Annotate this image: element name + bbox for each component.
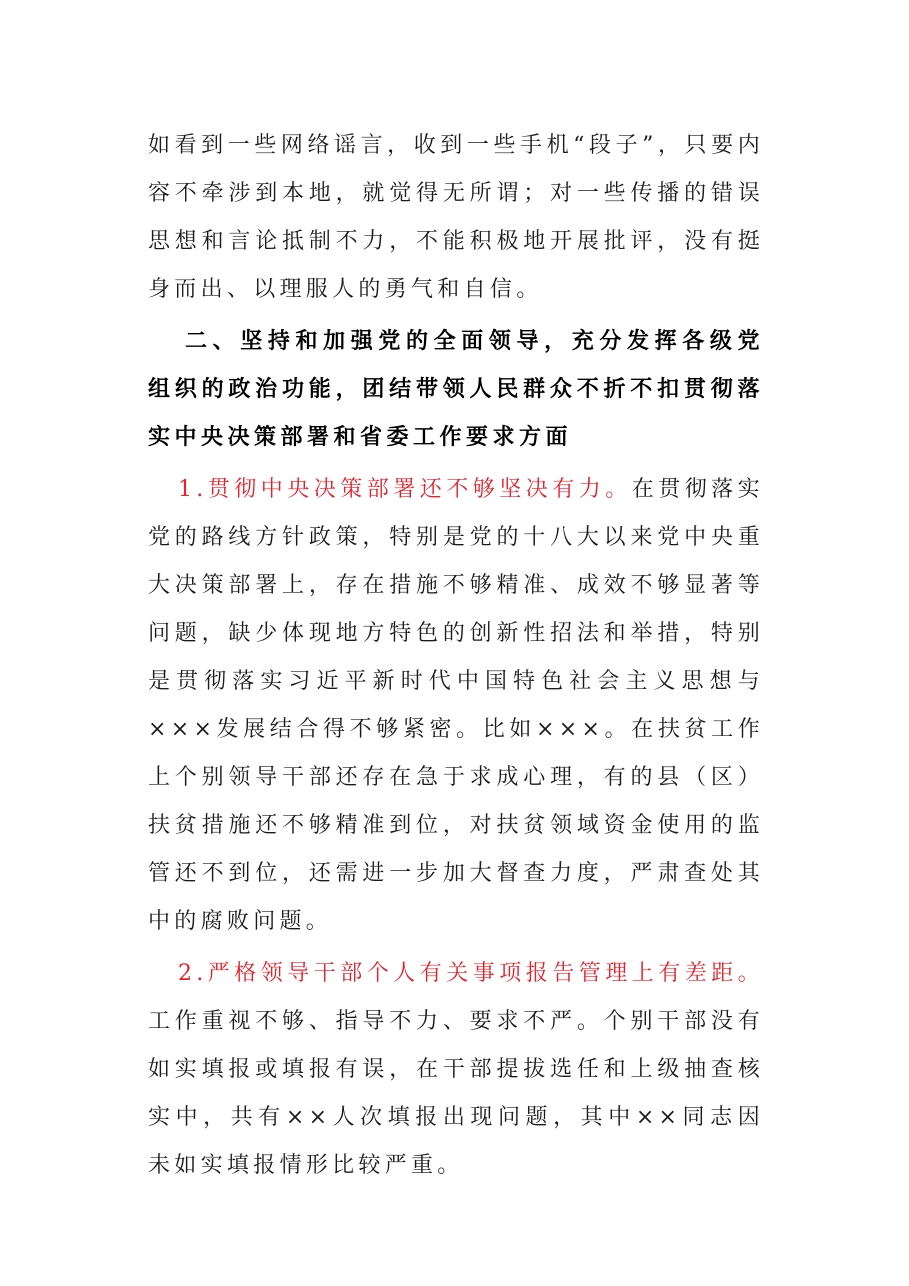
continuation-paragraph: 如看到一些网络谣言，收到一些手机“段子”，只要内容不牵涉到本地，就觉得无所谓；对一些传播的错误思想和言论抵制不力，不能积极地开展批评，没有挺身而出、以理服人的勇气和自信。: [148, 133, 764, 302]
document-body: [148, 122, 764, 1194]
item-body: 工作重视不够、指导不力、要求不严。个别干部没有如实填报或填报有误，在干部提拔选任和上级抽查核实中，共有××人次填报出现问题，其中××同志因未如实填报情形比较严重。: [148, 1009, 764, 1178]
item-title: 1.贯彻中央决策部署还不够坚决有力。: [178, 477, 632, 502]
section-heading: 二、坚持和加强党的全面领导，充分发挥各级党组织的政治功能，团结带领人民群众不折不扣贯彻落实中央决策部署和省委工作要求方面: [148, 329, 764, 450]
list-item: [148, 950, 764, 1190]
list-item: [148, 466, 764, 946]
item-title: 2.严格领导干部个人有关事项报告管理上有差距。: [178, 961, 764, 986]
item-body: 在贯彻落实党的路线方针政策，特别是党的十八大以来党中央重大决策部署上，存在措施不够精准、成效不够显著等问题，缺少体现地方特色的创新性招法和举措，特别是贯彻落实习近平新时代中国特色社会主义思想与×××发展结合得不够紧密。比如×××。在扶贫工作上个别领导干部还存在急于求成心理，有的县（区）扶贫措施还不够精准到位，对扶贫领域资金使用的监管还不到位，还需进一步加大督查力度，严肃查处其中的腐败问题。: [148, 477, 764, 934]
